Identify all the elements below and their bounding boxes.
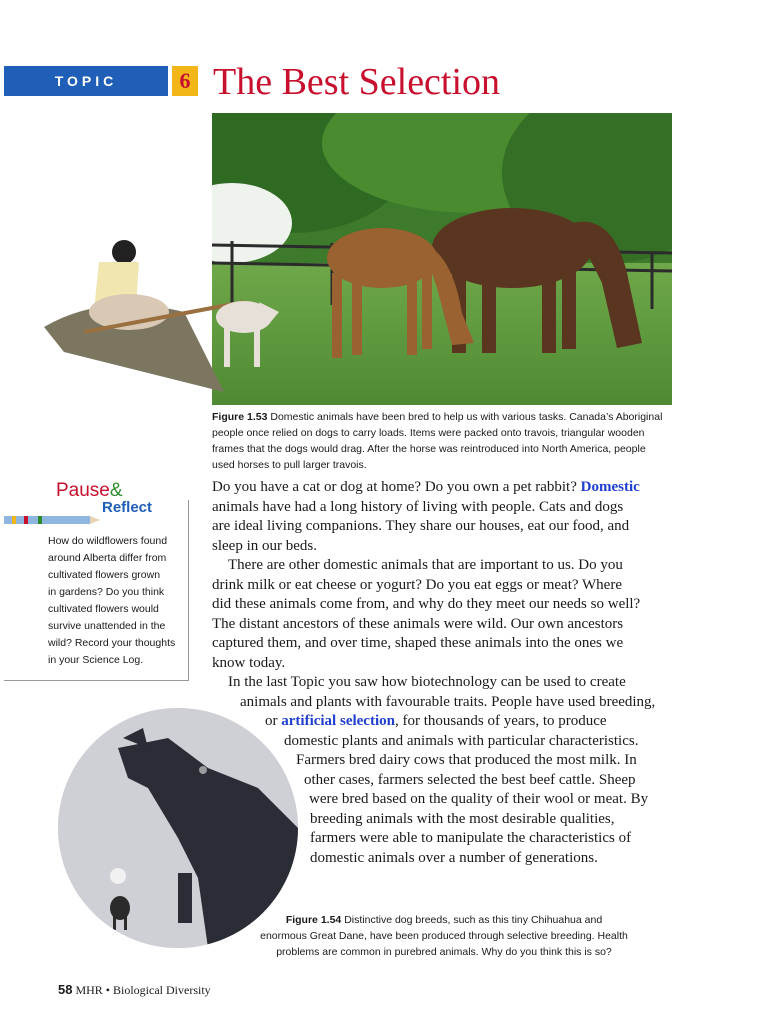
reflect-line: in your Science Log. (48, 654, 144, 666)
body-line: did these animals come from, and why do they meet our needs so well? (212, 596, 641, 612)
page-title: The Best Selection (213, 61, 501, 103)
reflect-line: in gardens? Do you think (48, 586, 165, 598)
page-number: 58 (58, 982, 73, 997)
body-line: were bred based on the quality of their wool or meat. By (309, 791, 649, 807)
body-paragraph-1 (212, 478, 640, 556)
body-line: domestic animals over a number of generations. (310, 849, 598, 866)
travois-dog-illustration (44, 232, 284, 402)
figure-1-54-label: Figure 1.54 (285, 914, 342, 926)
keyword-artificial-selection: artificial selection (281, 713, 395, 729)
keyword-domestic: Domestic (580, 479, 640, 495)
body-line: There are other domestic animals that are important to us. Do you (228, 557, 623, 573)
body-line: breeding animals with the most desirable qualities, (310, 810, 615, 827)
reflect-line: cultivated flowers would (48, 603, 159, 615)
body-line: are ideal living companions. They share our houses, eat our food, and (212, 518, 630, 534)
figure-1-53-label: Figure 1.53 (212, 411, 268, 423)
body-line: or (265, 713, 282, 729)
body-line: Farmers bred dairy cows that produced the most milk. In (296, 752, 637, 768)
body-line: know today. (212, 654, 286, 671)
topic-number: 6 (172, 66, 198, 96)
caption-line: frames that the dogs would drag. After the horse was reintroduced into North America, people (212, 443, 646, 455)
body-line: animals and plants with favourable traits. People have used breeding, (240, 693, 656, 710)
reflect-line: around Alberta differ from (48, 552, 167, 564)
body-line: farmers were able to manipulate the characteristics of (310, 830, 632, 846)
caption-line: Distinctive dog breeds, such as this tiny Chihuahua and (344, 914, 603, 926)
reflect-line: wild? Record your thoughts (48, 637, 176, 649)
page-footer (58, 982, 211, 998)
caption-line: Domestic animals have been bred to help us with various tasks. Canada’s Aboriginal (270, 411, 663, 423)
reflect-line: survive unattended in the (48, 620, 166, 632)
body-paragraph-2 (212, 556, 640, 673)
pause-word: Pause (56, 480, 110, 501)
body-line: drink milk or eat cheese or yogurt? Do you eat eggs or meat? Where (212, 576, 622, 593)
caption-line: enormous Great Dane, have been produced through selective breeding. Health (260, 930, 628, 942)
body-line: sleep in our beds. (212, 537, 317, 554)
body-line: captured them, and over time, shaped these animals into the ones we (212, 635, 624, 651)
reflect-line: How do wildflowers found (48, 535, 168, 547)
body-line: , for thousands of years, to produce (394, 713, 607, 729)
body-line: Do you have a cat or dog at home? Do you own a pet rabbit? (212, 479, 581, 495)
pencil-icon (4, 512, 100, 522)
footer-text: MHR • Biological Diversity (75, 983, 211, 997)
ampersand: & (109, 480, 123, 501)
figure-1-53-caption (212, 409, 672, 473)
topic-label: TOPIC (54, 73, 118, 89)
body-line: domestic plants and animals with particular characteristics. (284, 732, 639, 749)
body-line: The distant ancestors of these animals were wild. Our own ancestors (212, 615, 624, 632)
body-line: In the last Topic you saw how biotechnology can be used to create (228, 674, 626, 690)
body-line: other cases, farmers selected the best beef cattle. Sheep (304, 771, 636, 788)
caption-line: problems are common in purebred animals. Why do you think this is so? (276, 946, 612, 958)
figure-1-54-caption (244, 912, 644, 960)
body-line: animals have had a long history of living with people. Cats and dogs (212, 498, 624, 515)
reflect-word: Reflect (102, 499, 153, 516)
pause-reflect-text (48, 533, 184, 669)
caption-line: used horses to pull larger travois. (212, 459, 367, 471)
reflect-line: cultivated flowers grown (48, 569, 161, 581)
caption-line: people once relied on dogs to carry loads. Items were packed onto travois, triangular wooden (212, 427, 645, 439)
